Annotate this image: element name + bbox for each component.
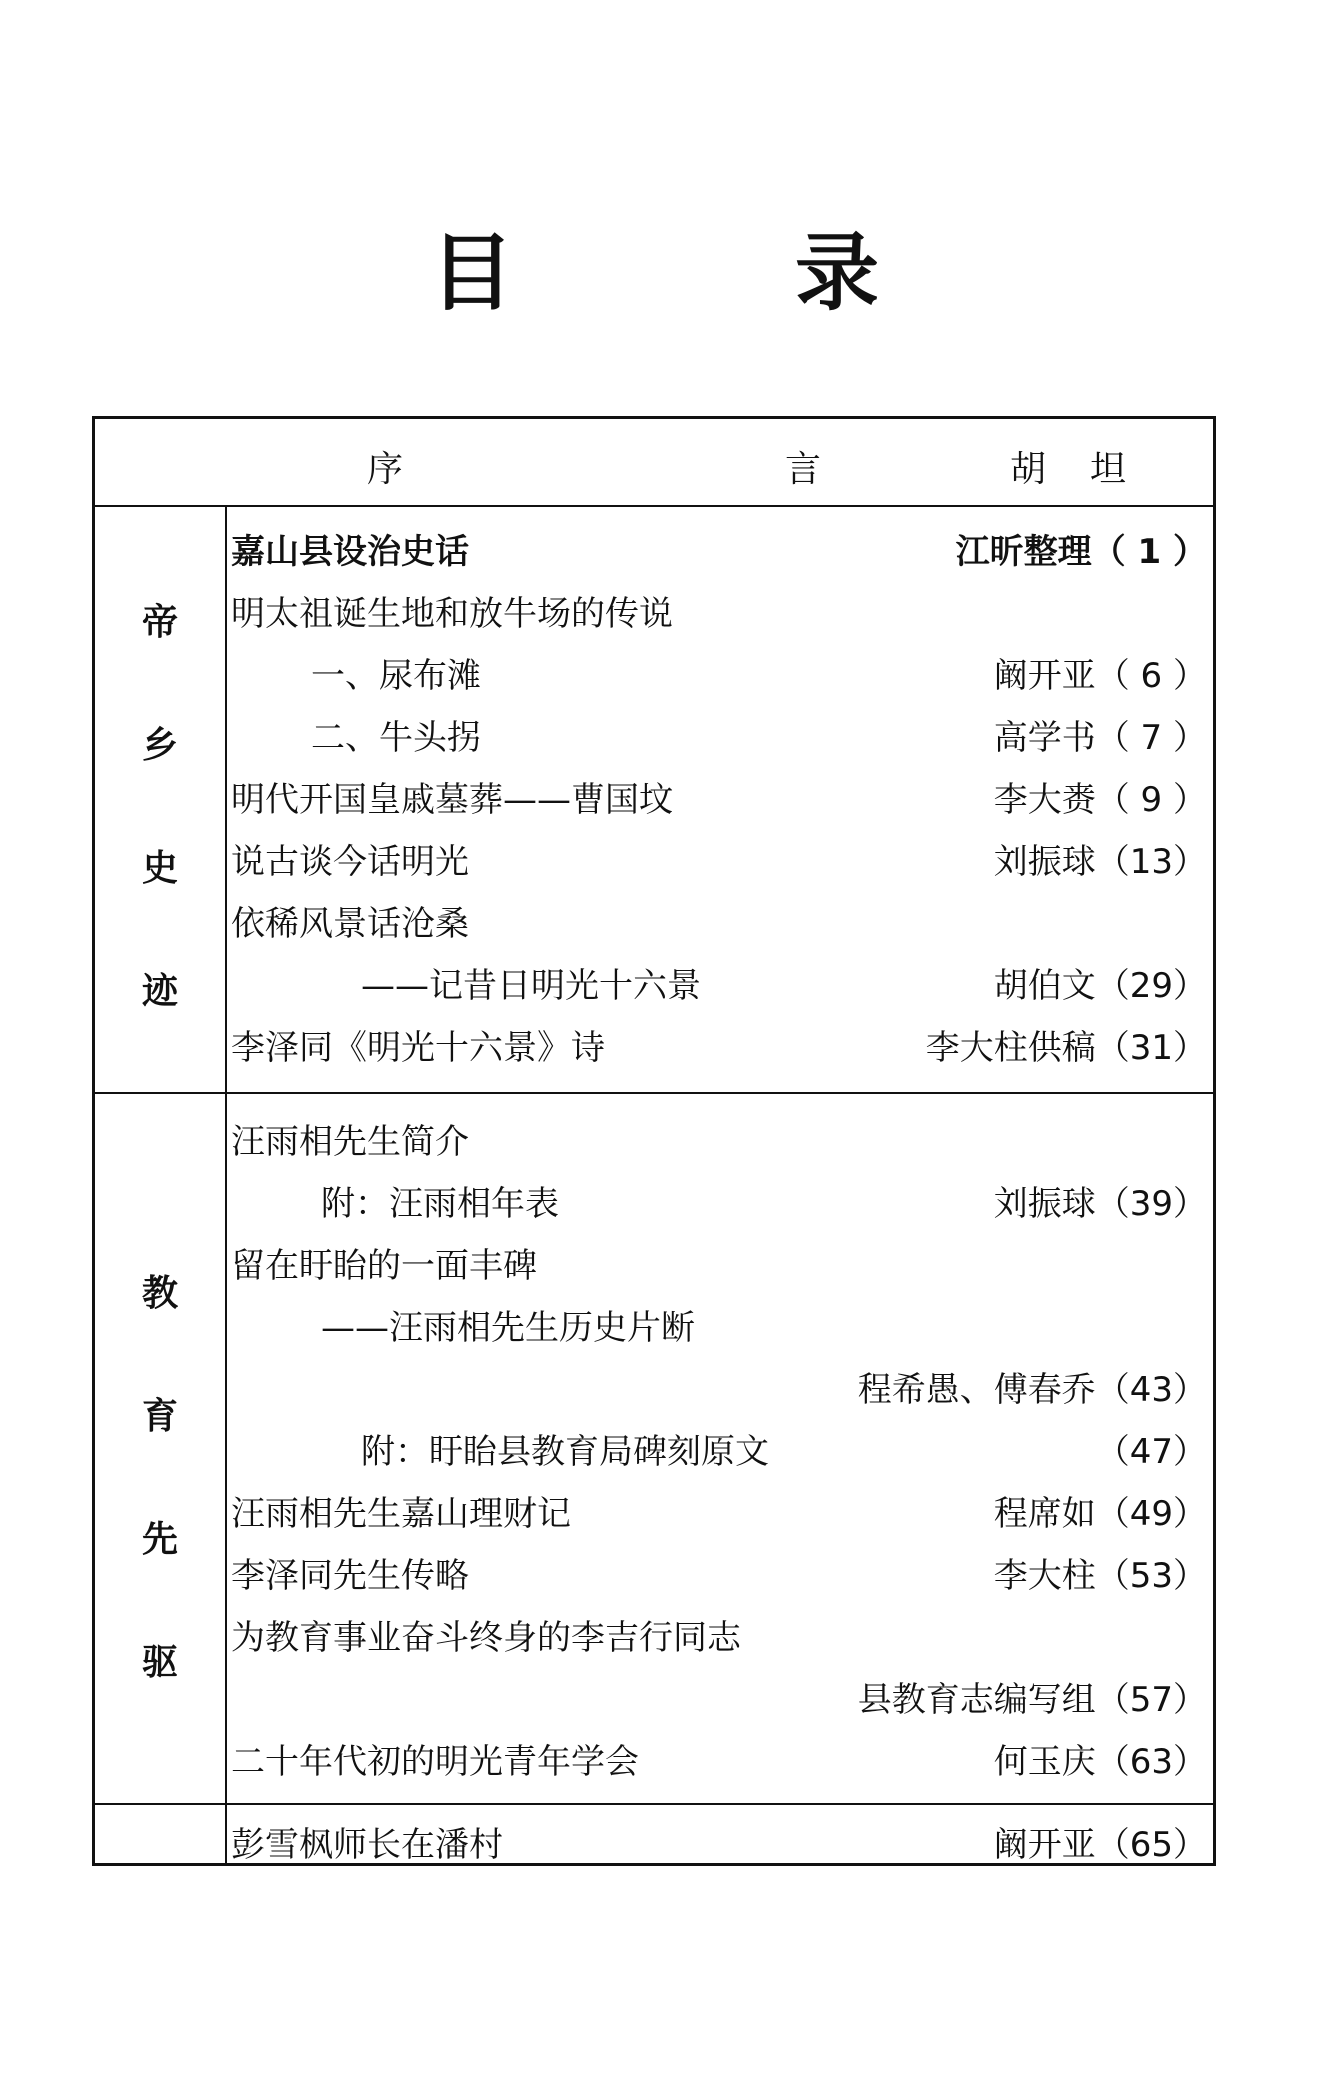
section-1-char-1: 帝 bbox=[141, 602, 178, 643]
preface-author: 胡 坦 bbox=[1010, 449, 1131, 490]
toc-entry[interactable] bbox=[231, 648, 1207, 704]
entry-title: 汪雨相先生简介 bbox=[231, 1122, 469, 1162]
section-2-char-4: 驱 bbox=[141, 1642, 178, 1683]
toc-entry[interactable] bbox=[231, 1672, 1207, 1728]
title-char-2: 录 bbox=[795, 224, 880, 322]
toc-entry[interactable] bbox=[231, 1238, 1207, 1294]
entry-title: 嘉山县设治史话 bbox=[231, 532, 469, 572]
entry-author-page: （47） bbox=[1095, 1432, 1207, 1472]
toc-entry[interactable] bbox=[231, 834, 1207, 890]
toc-entry[interactable] bbox=[231, 1020, 1207, 1076]
toc-entry[interactable] bbox=[231, 1610, 1207, 1666]
divider-preface bbox=[95, 505, 1213, 507]
entry-author-page: 何玉庆（63） bbox=[993, 1742, 1207, 1782]
toc-entry[interactable] bbox=[231, 1817, 1207, 1873]
toc-entry[interactable] bbox=[231, 958, 1207, 1014]
entry-title: 二十年代初的明光青年学会 bbox=[231, 1742, 639, 1782]
preface-char-2: 言 bbox=[785, 449, 822, 490]
toc-entry[interactable] bbox=[231, 896, 1207, 952]
entry-title: 一、尿布滩 bbox=[311, 656, 481, 696]
preface-char-1: 序 bbox=[367, 449, 404, 490]
toc-entry[interactable] bbox=[231, 1486, 1207, 1542]
entry-author-page: 李大赉（ 9 ） bbox=[993, 780, 1207, 820]
entry-author-page: 刘振球（39） bbox=[993, 1184, 1207, 1224]
section-1-char-3: 史 bbox=[141, 848, 178, 889]
entry-author-page: 高学书（ 7 ） bbox=[993, 718, 1207, 758]
toc-entry[interactable] bbox=[231, 524, 1207, 580]
entry-title: 为教育事业奋斗终身的李吉行同志 bbox=[231, 1618, 741, 1658]
entry-title: ——记昔日明光十六景 bbox=[361, 966, 701, 1006]
entry-title: 明代开国皇戚墓葬——曹国坟 bbox=[231, 780, 673, 820]
entry-author-page: 江昕整理（ 1 ） bbox=[955, 532, 1207, 572]
entry-title: 李泽同先生传略 bbox=[231, 1556, 469, 1596]
entry-title: 二、牛头拐 bbox=[311, 718, 481, 758]
divider-section-1 bbox=[95, 1092, 1213, 1094]
toc-entry[interactable] bbox=[231, 1114, 1207, 1170]
section-2-char-1: 教 bbox=[141, 1273, 178, 1314]
entry-author-page: 李大柱供稿（31） bbox=[925, 1028, 1207, 1068]
toc-entry[interactable] bbox=[231, 710, 1207, 766]
toc-entry[interactable] bbox=[231, 586, 1207, 642]
entry-title: 附：汪雨相年表 bbox=[321, 1184, 559, 1224]
entry-title: 李泽同《明光十六景》诗 bbox=[231, 1028, 605, 1068]
entry-author-page: 程席如（49） bbox=[993, 1494, 1207, 1534]
entry-author-page: 阚开亚（ 6 ） bbox=[993, 656, 1207, 696]
section-1-char-4: 迹 bbox=[141, 971, 178, 1012]
column-divider bbox=[225, 505, 227, 1863]
section-2-char-3: 先 bbox=[141, 1519, 178, 1560]
divider-section-2 bbox=[95, 1803, 1213, 1805]
section-1-char-2: 乡 bbox=[141, 725, 178, 766]
entry-title: 说古谈今话明光 bbox=[231, 842, 469, 882]
entry-title: 依稀风景话沧桑 bbox=[231, 904, 469, 944]
entry-title: 附：盱眙县教育局碑刻原文 bbox=[361, 1432, 769, 1472]
entry-title: 留在盱眙的一面丰碑 bbox=[231, 1246, 537, 1286]
section-2-char-2: 育 bbox=[141, 1396, 178, 1437]
entry-author-page: 县教育志编写组（57） bbox=[857, 1680, 1207, 1720]
preface-row[interactable] bbox=[95, 419, 1213, 505]
toc-entry[interactable] bbox=[231, 1176, 1207, 1232]
toc-entry[interactable] bbox=[231, 772, 1207, 828]
toc-entry[interactable] bbox=[231, 1362, 1207, 1418]
toc-entry[interactable] bbox=[231, 1300, 1207, 1356]
entry-title: 彭雪枫师长在潘村 bbox=[231, 1825, 503, 1865]
entry-author-page: 刘振球（13） bbox=[993, 842, 1207, 882]
entry-author-page: 程希愚、傅春乔（43） bbox=[857, 1370, 1207, 1410]
entry-title: ——汪雨相先生历史片断 bbox=[321, 1308, 695, 1348]
toc-entry[interactable] bbox=[231, 1424, 1207, 1480]
entry-author-page: 李大柱（53） bbox=[993, 1556, 1207, 1596]
title-char-1: 目 bbox=[430, 224, 515, 322]
entry-author-page: 阚开亚（65） bbox=[993, 1825, 1207, 1865]
toc-entry[interactable] bbox=[231, 1734, 1207, 1790]
entry-title: 汪雨相先生嘉山理财记 bbox=[231, 1494, 571, 1534]
entry-author-page: 胡伯文（29） bbox=[993, 966, 1207, 1006]
toc-table bbox=[92, 416, 1216, 1866]
entry-title: 明太祖诞生地和放牛场的传说 bbox=[231, 594, 673, 634]
page-title bbox=[0, 224, 1320, 322]
toc-entry[interactable] bbox=[231, 1548, 1207, 1604]
